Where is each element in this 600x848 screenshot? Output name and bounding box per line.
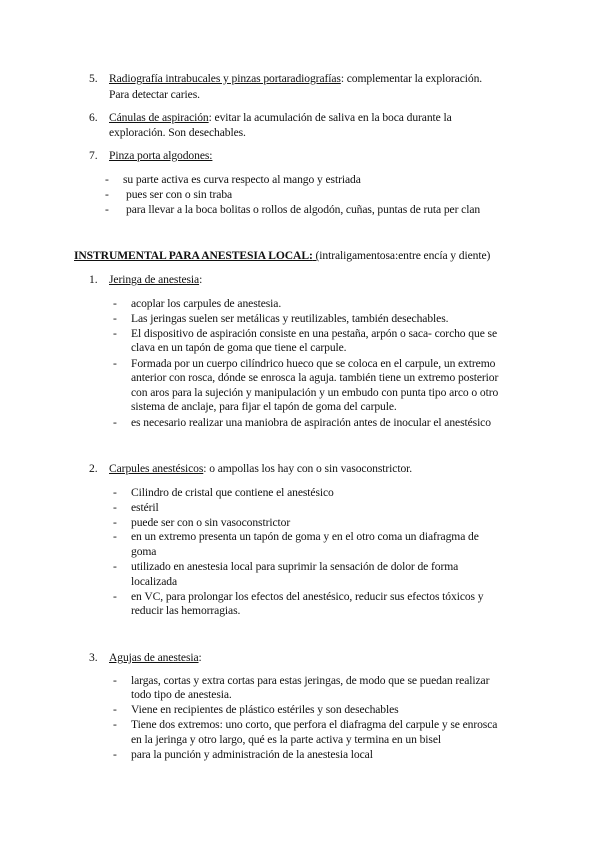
item-6-title: Cánulas de aspiración [109, 111, 209, 124]
b1-bullet-cont: clava en un tapón de goma que tiene el carpule. [131, 341, 347, 354]
item-7-bullet: pues ser con o sin traba [126, 188, 233, 201]
b2-bullet-cont: localizada [131, 575, 177, 588]
b2-line [109, 462, 412, 476]
b3-colon: : [198, 651, 202, 664]
b2-bullet: Cilindro de cristal que contiene el anestésico [131, 486, 334, 499]
b2-bullet: estéril [131, 501, 159, 514]
b1-title: Jeringa de anestesia [109, 273, 200, 286]
item-5-number: 5. [89, 72, 98, 85]
b3-line [109, 651, 202, 665]
b2-bullet-dash: - [113, 516, 117, 529]
section-subtitle-paren: ( [312, 249, 320, 262]
b1-bullet-dash: - [113, 312, 117, 325]
b1-bullet-cont: con aros para la sujeción y manipulación y un embudo con punta tipo arco o otro [131, 386, 499, 399]
item-6-number: 6. [89, 111, 98, 124]
b1-bullet: Formada por un cuerpo cilíndrico hueco que se coloca en el carpule, un extremo [131, 357, 496, 370]
b2-title: Carpules anestésicos [109, 462, 204, 475]
b1-bullet: El dispositivo de aspiración consiste en una pestaña, arpón o saca- corcho que se [131, 327, 498, 340]
item-6-line-2: exploración. Son desechables. [109, 126, 246, 139]
b2-bullet-cont: goma [131, 545, 157, 558]
b2-bullet: puede ser con o sin vasoconstrictor [131, 516, 291, 529]
b1-bullet: acoplar los carpules de anestesia. [131, 297, 282, 310]
b1-bullet-dash: - [113, 357, 117, 370]
section-heading: INSTRUMENTAL PARA ANESTESIA LOCAL: [74, 249, 313, 262]
b2-bullet: en VC, para prolongar los efectos del anestésico, reducir sus efectos tóxicos y [131, 590, 484, 603]
b2-bullet-dash: - [113, 590, 117, 603]
item-7-bullet-dash: - [105, 203, 109, 216]
item-6-line [109, 111, 452, 125]
section-heading-line [74, 249, 490, 263]
item-7-bullet: su parte activa es curva respecto al mango y estriada [123, 173, 361, 186]
b3-bullet: largas, cortas y extra cortas para estas jeringas, de modo que se puedan realizar [131, 674, 490, 687]
b1-bullet-dash: - [113, 327, 117, 340]
b3-title: Agujas de anestesia [109, 651, 199, 664]
b3-number: 3. [89, 651, 98, 664]
b3-bullet-cont: en la jeringa y otro largo, qué es la parte activa y termina en un bisel [131, 733, 442, 746]
item-5-title: Radiografía intrabucales y pinzas portaradiografías [109, 72, 341, 85]
b1-line [109, 273, 202, 287]
item-7-bullet: para llevar a la boca bolitas o rollos de algodón, cuñas, puntas de ruta per clan [126, 203, 481, 216]
b3-bullet: Viene en recipientes de plástico estériles y son desechables [131, 703, 399, 716]
b3-bullet-dash: - [113, 718, 117, 731]
item-5-line [109, 72, 482, 86]
item-7-number: 7. [89, 149, 98, 162]
b3-bullet-dash: - [113, 748, 117, 761]
b3-bullet-dash: - [113, 674, 117, 687]
b2-bullet-cont: reducir las hemorragias. [131, 604, 241, 617]
item-6-text: : evitar la acumulación de saliva en la boca durante la [208, 111, 452, 124]
b1-colon: : [199, 273, 203, 286]
item-7-bullet-dash: - [105, 173, 109, 186]
item-5-text: : complementar la exploración. [340, 72, 483, 85]
b2-number: 2. [89, 462, 98, 475]
b3-bullet-cont: todo tipo de anestesia. [131, 688, 232, 701]
b3-bullet-dash: - [113, 703, 117, 716]
b1-bullet-dash: - [113, 297, 117, 310]
item-7-bullet-dash: - [105, 188, 109, 201]
b1-bullet: Las jeringas suelen ser metálicas y reutilizables, también desechables. [131, 312, 449, 325]
item-7-title: Pinza porta algodones: [109, 149, 213, 162]
item-5-line-2: Para detectar caries. [109, 88, 200, 101]
b1-bullet-cont: anterior con rosca, dónde se enrosca la aguja. también tiene un extremo posterior [131, 371, 499, 384]
b1-bullet-cont: sistema de anclaje, para fijar el tapón de goma del carpule. [131, 400, 397, 413]
b1-bullet-dash: - [113, 416, 117, 429]
b3-bullet: para la punción y administración de la anestesia local [131, 748, 373, 761]
b2-bullet-dash: - [113, 486, 117, 499]
b1-bullet: es necesario realizar una maniobra de aspiración antes de inocular el anestésico [131, 416, 491, 429]
b2-bullet-dash: - [113, 530, 117, 543]
b2-text: : o ampollas los hay con o sin vasoconstrictor. [203, 462, 413, 475]
b2-bullet: utilizado en anestesia local para suprimir la sensación de dolor de forma [131, 560, 459, 573]
b3-bullet: Tiene dos extremos: uno corto, que perfora el diafragma del carpule y se enrosca [131, 718, 498, 731]
b2-bullet-dash: - [113, 560, 117, 573]
b2-bullet: en un extremo presenta un tapón de goma y en el otro coma un diafragma de [131, 530, 479, 543]
b2-bullet-dash: - [113, 501, 117, 514]
section-subtitle: intraligamentosa:entre encía y diente) [319, 249, 491, 262]
b1-number: 1. [89, 273, 98, 286]
